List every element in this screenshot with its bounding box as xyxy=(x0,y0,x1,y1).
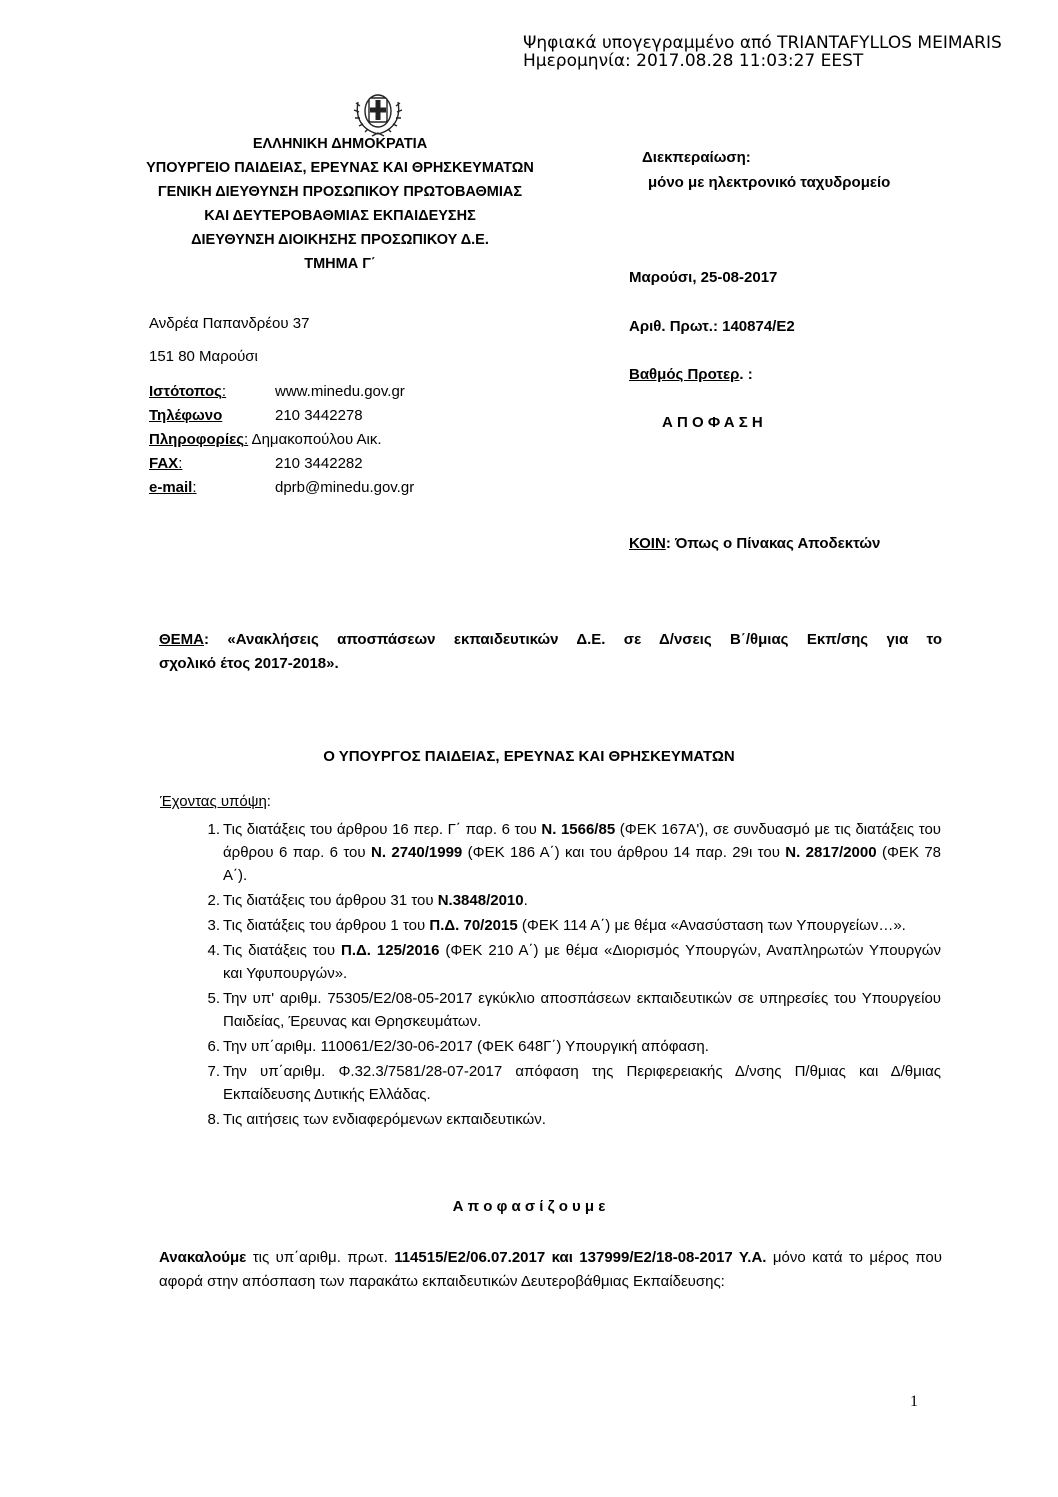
contact-value: 210 3442278 xyxy=(275,407,363,424)
item-text: (ΦΕΚ 210 Α΄) με θέμα «Διορισμός Υπουργών, Αναπληρωτών Υπουργών και Υφυπουργών». xyxy=(223,942,941,982)
header-line-1: ΕΛΛΗΝΙΚΗ ΔΗΜΟΚΡΑΤΙΑ xyxy=(252,136,428,152)
list-item xyxy=(160,1060,941,1106)
subject xyxy=(159,628,942,676)
law-reference: Ν. 2817/2000 xyxy=(785,844,877,861)
item-text: (ΦΕΚ 167Α'), σε συνδυασμό με τις διατάξεις του άρθρου 6 παρ. 6 του xyxy=(223,821,942,861)
digital-signature-line: Ψηφιακά υπογεγραμμένο από TRIANTAFYLLOS MEIMARIS xyxy=(523,33,1002,53)
item-text: Τις διατάξεις του xyxy=(223,942,341,959)
item-number: 7. xyxy=(207,1063,220,1080)
item-text: (ΦΕΚ 114 Α΄) με θέμα «Ανασύσταση των Υπουργείων…». xyxy=(517,917,906,934)
item-text: Την υπ΄αριθμ. 110061/Ε2/30-06-2017 (ΦΕΚ 648Γ΄) Υπουργική απόφαση. xyxy=(223,1038,709,1055)
list-item xyxy=(160,1035,941,1058)
handling-value: μόνο με ηλεκτρονικό ταχυδρομείο xyxy=(648,174,891,191)
decision-title: Α Π Ο Φ Α Σ Η xyxy=(662,414,763,431)
law-reference: Π.Δ. 70/2015 xyxy=(429,917,518,934)
item-number: 1. xyxy=(207,821,220,838)
protocol-number: Αριθ. Πρωτ.: 140874/Ε2 xyxy=(629,318,795,335)
contact-label: e-mail xyxy=(149,479,193,496)
contact-info: Πληροφορίες: Δημακοπούλου Αικ. xyxy=(149,431,382,448)
item-number: 2. xyxy=(207,892,220,909)
contact-label: Τηλέφωνο xyxy=(149,407,223,424)
item-text: (ΦΕΚ 78 Α΄). xyxy=(223,844,942,884)
law-reference: Ν.3848/2010 xyxy=(437,892,524,909)
law-reference: Ν. 2740/1999 xyxy=(370,844,463,861)
header-line-2: ΥΠΟΥΡΓΕΙΟ ΠΑΙΔΕΙΑΣ, ΕΡΕΥΝΑΣ ΚΑΙ ΘΡΗΣΚΕΥΜΑΤΩΝ xyxy=(146,160,534,176)
item-text: Την υπ΄αριθμ. Φ.32.3/7581/28-07-2017 απόφαση της Περιφερειακής Δ/νσης Π/θμιας και Δ/θμιας Εκπαίδευσης Δυτικής Ελλάδας. xyxy=(223,1063,941,1103)
contact-value: 210 3442282 xyxy=(275,455,363,472)
item-text: Τις διατάξεις του άρθρου 31 του xyxy=(223,892,438,909)
item-number: 5. xyxy=(207,990,220,1007)
contact-label: Ιστότοπος xyxy=(149,383,222,400)
list-item xyxy=(160,818,941,887)
contact-website: Ιστότοπος: www.minedu.gov.gr xyxy=(149,383,405,400)
list-item xyxy=(160,914,941,937)
address-street: Ανδρέα Παπανδρέου 37 xyxy=(149,315,310,332)
header-line-4: ΚΑΙ ΔΕΥΤΕΡΟΒΑΘΜΙΑΣ ΕΚΠΑΙΔΕΥΣΗΣ xyxy=(204,208,476,224)
contact-value: Δημακοπούλου Αικ. xyxy=(248,431,382,448)
priority-label: Βαθμός Προτερ xyxy=(629,366,740,383)
contact-email: e-mail: dprb@minedu.gov.gr xyxy=(149,479,415,496)
header-line-5: ΔΙΕΥΘΥΝΣΗ ΔΙΟΙΚΗΣΗΣ ΠΡΟΣΩΠΙΚΟΥ Δ.Ε. xyxy=(191,232,489,248)
item-text: Τις διατάξεις του άρθρου 16 περ. Γ΄ παρ. 6 του xyxy=(223,821,542,838)
address-city: 151 80 Μαρούσι xyxy=(149,348,258,365)
koin-field xyxy=(629,535,880,552)
minister-title: Ο ΥΠΟΥΡΓΟΣ ΠΑΙΔΕΙΑΣ, ΕΡΕΥΝΑΣ ΚΑΙ ΘΡΗΣΚΕΥΜΑΤΩΝ xyxy=(323,748,735,765)
contact-fax: FAX: 210 3442282 xyxy=(149,455,363,472)
law-reference: Ν. 1566/85 xyxy=(541,821,616,838)
subject-label: ΘΕΜΑ xyxy=(159,631,204,648)
document-date: Μαρούσι, 25-08-2017 xyxy=(629,269,778,286)
handling-label: Διεκπεραίωση: xyxy=(642,149,751,166)
header-line-6: ΤΜΗΜΑ Γ΄ xyxy=(304,256,376,272)
subject-text-1: : «Ανακλήσεις αποσπάσεων εκπαιδευτικών Δ.Ε. σε Δ/νσεις Β΄/θμιας Εκπ/σης για το xyxy=(204,631,942,648)
item-text: . xyxy=(523,892,528,909)
list-item xyxy=(160,987,941,1033)
list-item xyxy=(160,939,941,985)
item-number: 3. xyxy=(207,917,220,934)
law-reference: Π.Δ. 125/2016 xyxy=(341,942,440,959)
contact-phone xyxy=(149,407,363,424)
decide-heading: Α π ο φ α σ ί ζ ο υ μ ε xyxy=(452,1198,606,1215)
contact-value: dprb@minedu.gov.gr xyxy=(275,479,415,496)
priority-field xyxy=(629,366,753,383)
priority-suffix: . : xyxy=(739,366,753,383)
revoke-mid: τις υπ΄αριθμ. πρωτ. xyxy=(246,1249,395,1266)
contact-label: FAX xyxy=(149,455,179,472)
revoke-rest: μόνο κατά το μέρος που αφορά στην απόσπαση των παρακάτω εκπαιδευτικών Δευτεροβάθμιας Εκπαίδευσης: xyxy=(159,1249,942,1290)
revoke-lead: Ανακαλούμε xyxy=(159,1249,247,1266)
item-text: Την υπ' αριθμ. 75305/Ε2/08-05-2017 εγκύκλιο αποσπάσεων εκπαιδευτικών σε υπηρεσίες του Υπουργείου Παιδείας, Έρευνας και Θρησκευμάτων. xyxy=(223,990,941,1030)
contact-label: Πληροφορίες xyxy=(149,431,245,448)
signature-date-line: Ημερομηνία: 2017.08.28 11:03:27 EEST xyxy=(523,51,864,71)
list-item xyxy=(160,1108,941,1131)
item-number: 6. xyxy=(207,1038,220,1055)
revocation-paragraph xyxy=(159,1246,942,1294)
page-number: 1 xyxy=(910,1393,918,1410)
considering-colon: : xyxy=(266,793,271,810)
list-item xyxy=(160,889,941,912)
item-text: Τις αιτήσεις των ενδιαφερόμενων εκπαιδευτικών. xyxy=(223,1111,546,1128)
contact-value: www.minedu.gov.gr xyxy=(275,383,405,400)
item-text: (ΦΕΚ 186 Α΄) και του άρθρου 14 παρ. 29ι του xyxy=(462,844,786,861)
ministry-header xyxy=(130,132,550,276)
considering-heading xyxy=(160,793,271,810)
subject-text-2: σχολικό έτος 2017-2018». xyxy=(159,655,339,672)
considering-label: Έχοντας υπόψη xyxy=(160,793,267,810)
koin-label: ΚΟΙΝ xyxy=(629,535,666,552)
legal-basis-list xyxy=(160,818,941,1133)
item-number: 4. xyxy=(207,942,220,959)
item-text: Τις διατάξεις του άρθρου 1 του xyxy=(223,917,430,934)
revoke-reference: 114515/Ε2/06.07.2017 και 137999/Ε2/18-08-2017 Υ.Α. xyxy=(394,1249,767,1266)
header-line-3: ΓΕΝΙΚΗ ΔΙΕΥΘΥΝΣΗ ΠΡΟΣΩΠΙΚΟΥ ΠΡΩΤΟΒΑΘΜΙΑΣ xyxy=(157,184,523,200)
koin-value: : Όπως ο Πίνακας Αποδεκτών xyxy=(665,535,881,552)
item-number: 8. xyxy=(207,1111,220,1128)
